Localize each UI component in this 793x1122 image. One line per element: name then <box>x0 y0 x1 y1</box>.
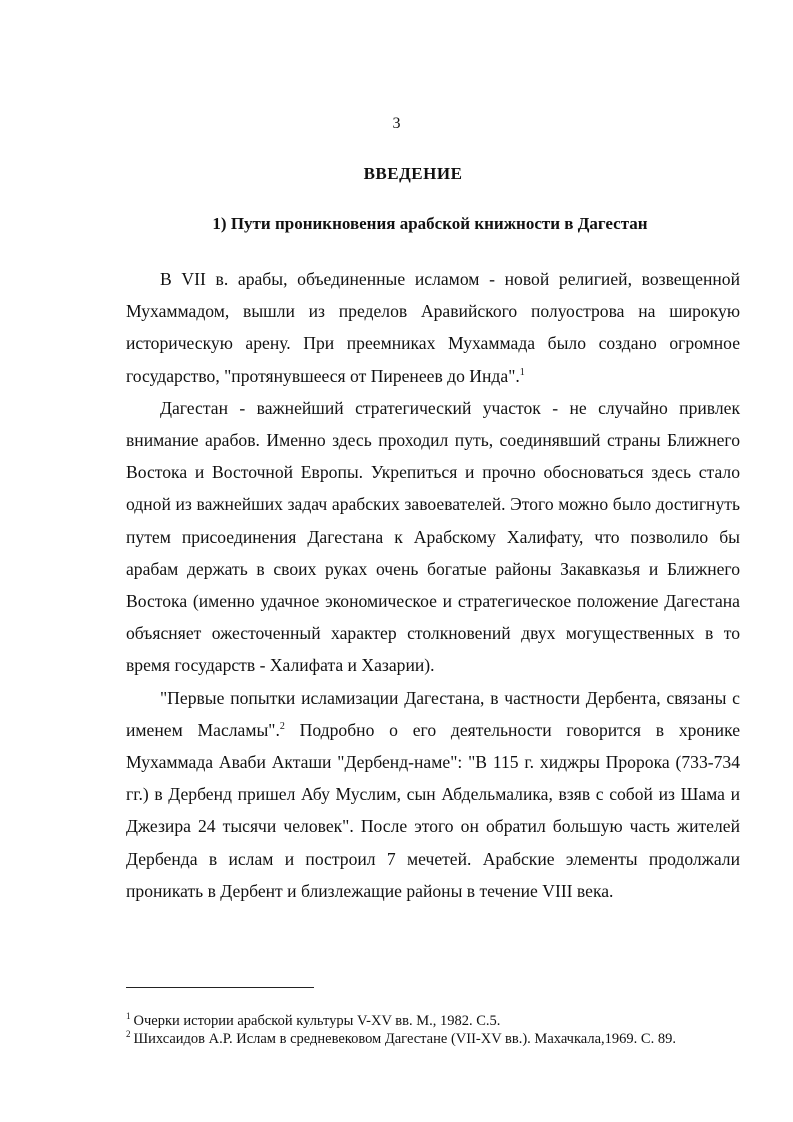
footnote-reference: 2 <box>279 720 285 732</box>
section-title: 1) Пути проникновения арабской книжности в Дагестан <box>212 214 648 233</box>
paragraph-text: Дагестан - важнейший стратегический участок - не случайно привлек внимание арабов. Именно здесь проходил путь, соединявший страны Ближнего Востока и Восточной Европы. Укрепиться и прочно обосноваться здесь стало одной из важнейших задач арабских завоевателей. Этого можно было достигнуть путем присоединения Дагестана к Арабскому Халифату, что позволило бы арабам держать в своих руках очень богатые районы Закавказья и Ближнего Востока (именно удачное экономическое и стратегическое положение Дагестана объясняет ожесточенный характер столкновений двух могущественных в то время государств - Халифата и Хазарии). <box>126 397 740 676</box>
body-text <box>126 263 740 907</box>
footnote-separator <box>126 987 314 988</box>
paragraph-1 <box>126 263 740 392</box>
paragraph-text: "Первые попытки исламизации Дагестана, в частности Дербента, связаны с именем Масламы". <box>126 687 740 740</box>
footnote-text: Очерки истории арабской культуры V-XV вв. М., 1982. С.5. <box>133 1013 501 1029</box>
paragraph-2 <box>126 392 740 682</box>
paragraph-text: Подробно о его деятельности говорится в хронике Мухаммада Аваби Акташи "Дербенд-наме": "В 115 г. хиджры Пророка (733-734 гг.) в Дербенд пришел Абу Муслим, сын Абдельмалика, взяв с собой из Шама и Джезира 24 тысячи человек". После этого он обратил большую часть жителей Дербенда в ислам и построил 7 мечетей. Арабские элементы продолжали проникать в Дербент и близлежащие районы в течение VIII века. <box>126 719 740 901</box>
footnote-number: 1 <box>126 1011 131 1022</box>
footnote-reference: 1 <box>519 366 525 378</box>
paragraph-3 <box>126 682 740 907</box>
page-number: 3 <box>392 115 401 132</box>
footnote-text: Шихсаидов А.Р. Ислам в средневековом Дагестане (VII-XV вв.). Махачкала,1969. С. 89. <box>133 1031 676 1047</box>
paragraph-text: В VII в. арабы, объединенные исламом - новой религией, возвещенной Мухаммадом, вышли из пределов Аравийского полуострова на широкую историческую арену. При преемниках Мухаммада было создано огромное государство, "протянувшееся от Пиренеев до Инда". <box>126 269 740 386</box>
footnote-2 <box>126 1030 766 1048</box>
footnote-number: 2 <box>126 1029 131 1040</box>
footnote-1 <box>126 1012 766 1030</box>
footnotes <box>126 1012 766 1048</box>
chapter-title: ВВЕДЕНИЕ <box>363 164 463 183</box>
